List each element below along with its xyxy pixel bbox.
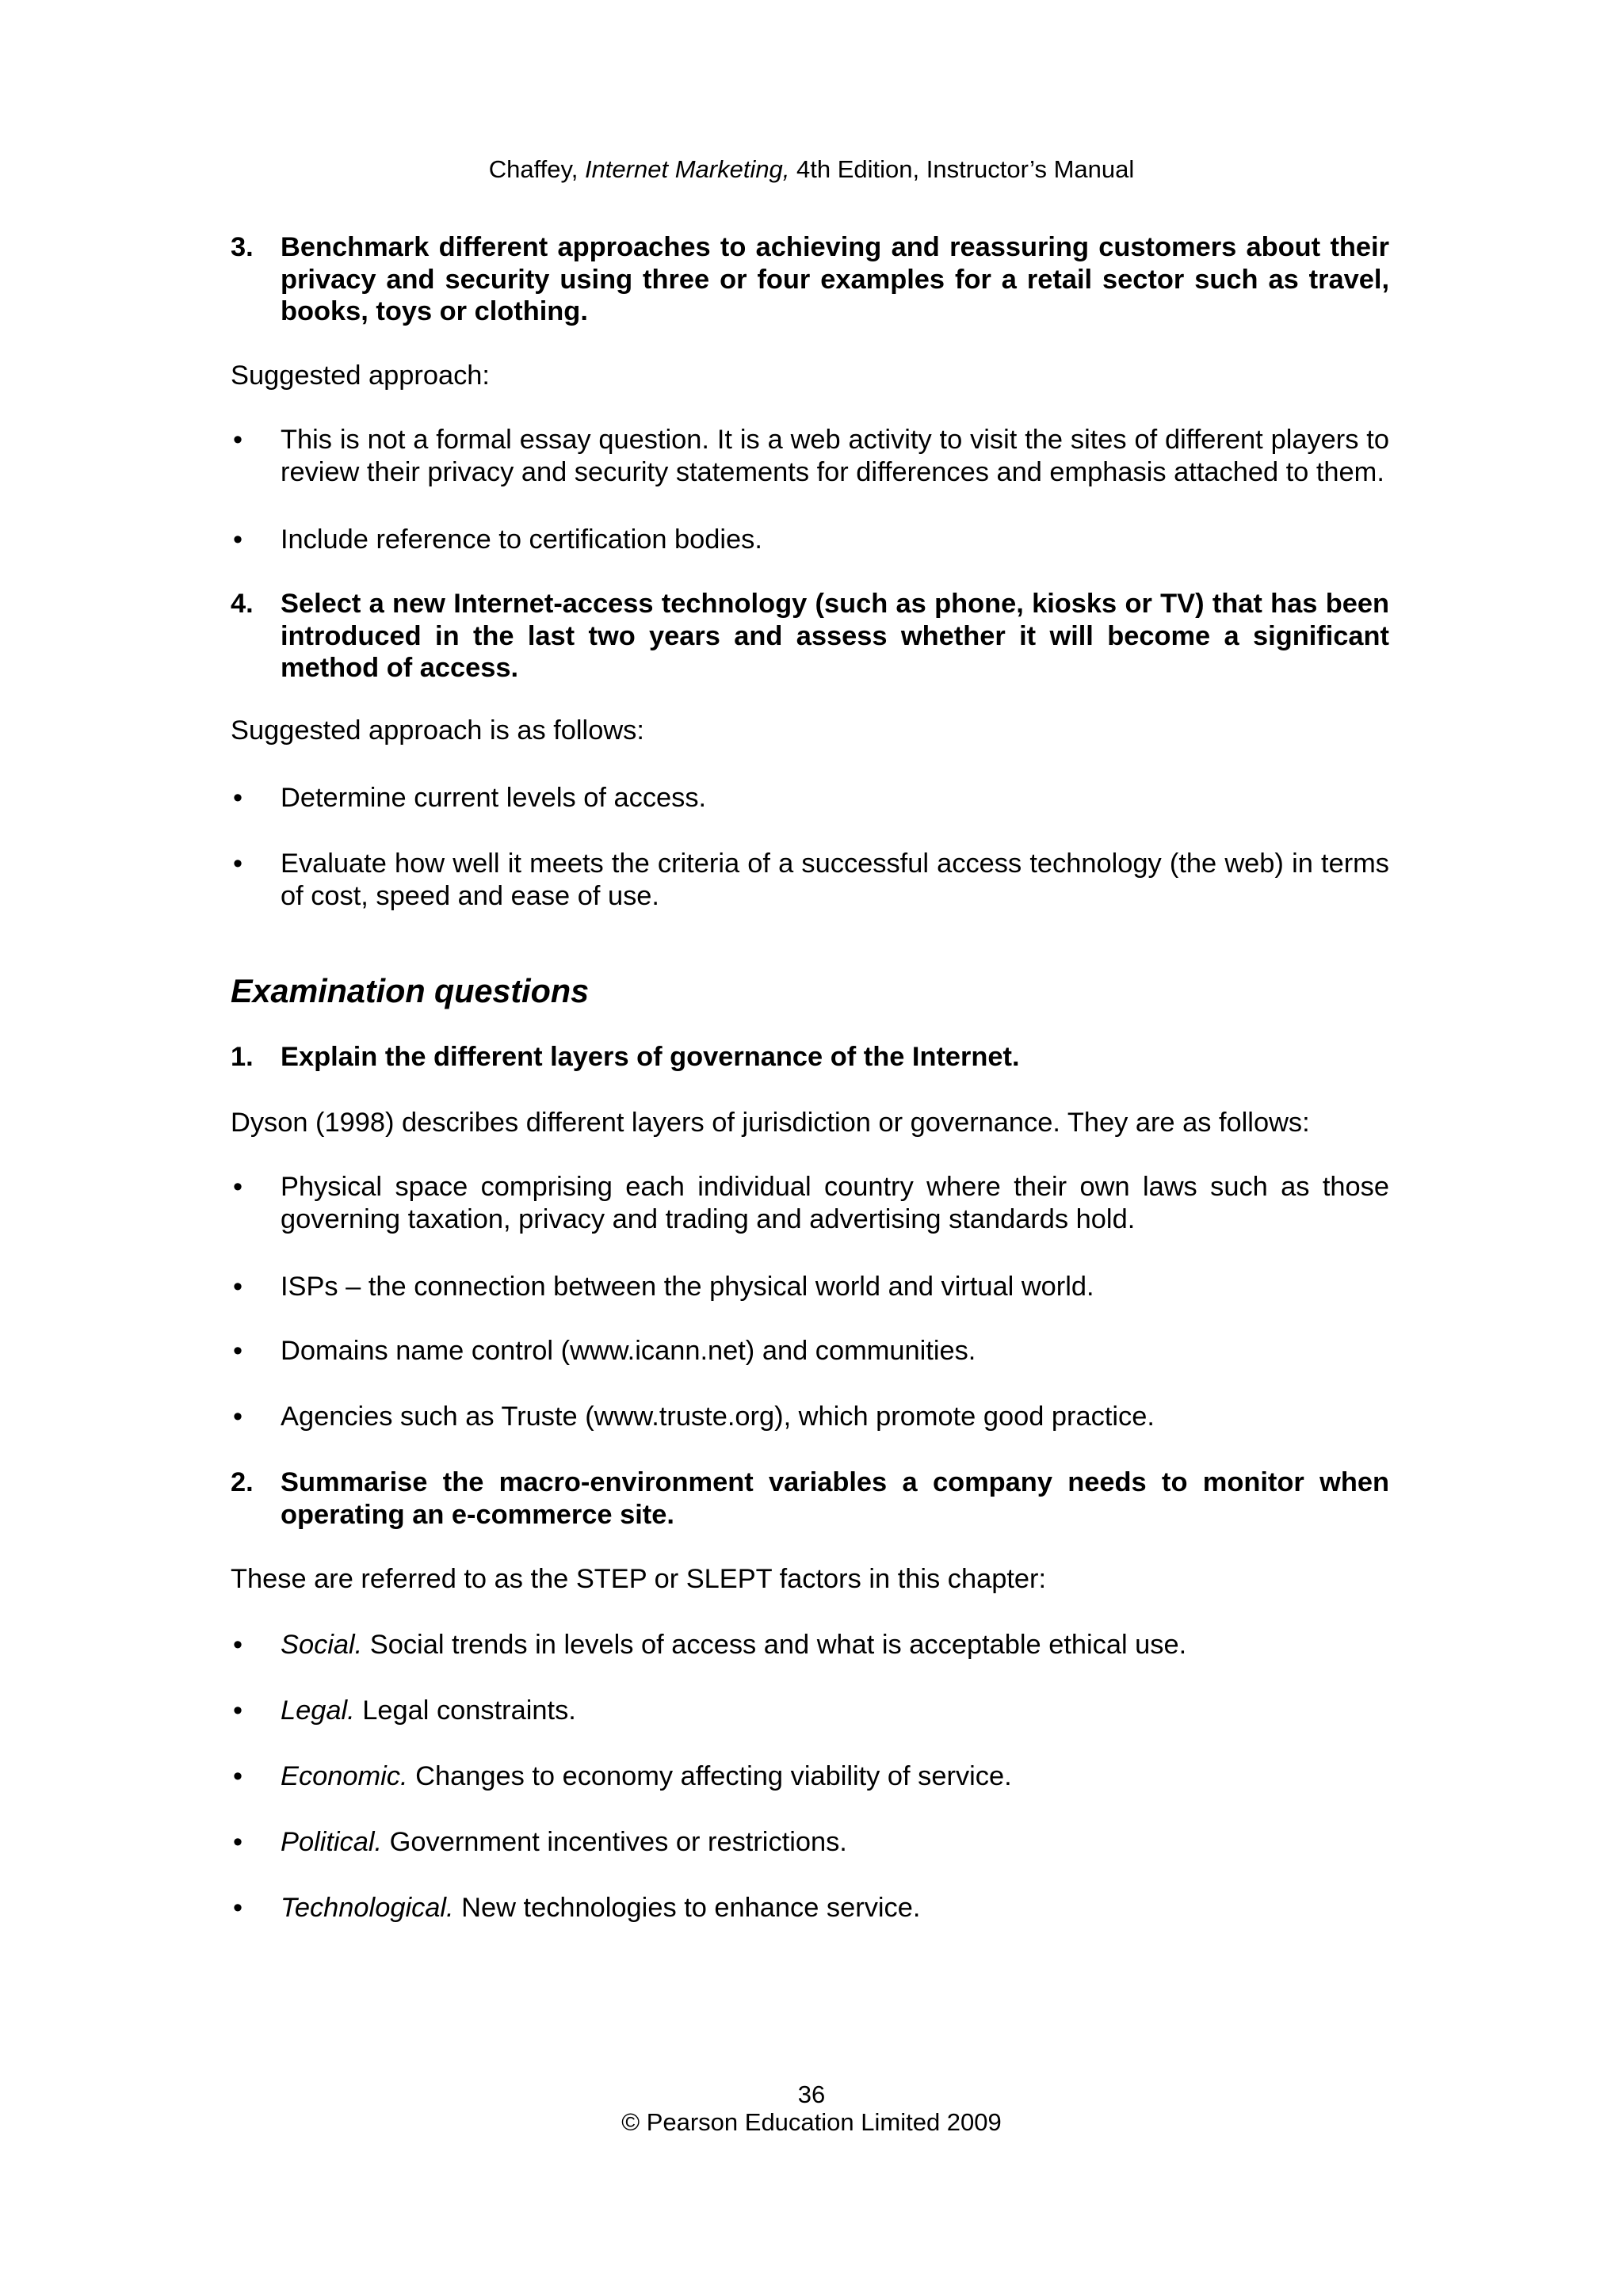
factor-line: [281, 1629, 1389, 1661]
factor-description: Changes to economy affecting viability of service.: [415, 1761, 1012, 1791]
bullet-text: Include reference to certification bodies.: [281, 524, 762, 555]
bullet-item: [231, 524, 1389, 556]
bullet-marker: [233, 424, 242, 456]
question-number: 2.: [231, 1467, 254, 1497]
bullet-marker: [233, 1695, 242, 1727]
bullet-marker: [233, 1335, 242, 1367]
question-4: [231, 588, 1389, 685]
factor-term: Legal.: [281, 1695, 355, 1726]
header-author: Chaffey,: [488, 155, 579, 183]
factor-term: Social.: [281, 1630, 363, 1660]
bullet-marker: [233, 1760, 242, 1793]
bullet-marker: [233, 1826, 242, 1859]
bullet-marker: [233, 848, 242, 880]
bullet-item: [231, 1335, 1389, 1367]
copyright-notice: © Pearson Education Limited 2009: [621, 2108, 1002, 2136]
factor-item-technological: [231, 1892, 1389, 1924]
exam-question-1: [231, 1041, 1389, 1074]
bullet-marker: [233, 1892, 242, 1924]
factor-line: [281, 1760, 1389, 1793]
page-number: 36: [797, 2081, 826, 2108]
factor-description: Government incentives or restrictions.: [389, 1827, 847, 1857]
bullet-marker: [233, 1171, 242, 1203]
bullet-item: [231, 424, 1389, 488]
header-book-title: Internet Marketing,: [584, 155, 790, 183]
bullet-marker: [233, 1271, 242, 1303]
factor-item-legal: [231, 1695, 1389, 1727]
factor-description: New technologies to enhance service.: [461, 1893, 921, 1923]
factor-term: Political.: [281, 1827, 383, 1857]
factor-line: [281, 1695, 1389, 1727]
factor-item-social: [231, 1629, 1389, 1661]
question-number: 4.: [231, 589, 254, 619]
bullet-item: [231, 848, 1389, 912]
bullet-text: Evaluate how well it meets the criteria of a successful access technology (the web) in terms of cost, speed and ease of use.: [281, 849, 1389, 911]
bullet-item: [231, 1171, 1389, 1235]
bullet-marker: [233, 1629, 242, 1661]
suggested-approach-label: Suggested approach:: [231, 360, 490, 391]
answer-intro: These are referred to as the STEP or SLEPT factors in this chapter:: [231, 1564, 1047, 1594]
factor-item-political: [231, 1826, 1389, 1859]
bullet-text: Physical space comprising each individual country where their own laws such as those governing taxation, privacy and trading and advertising standards hold.: [281, 1172, 1389, 1234]
factor-term: Technological.: [281, 1893, 454, 1923]
question-text: Summarise the macro-environment variables a company needs to monitor when operating an e-commerce site.: [281, 1467, 1389, 1530]
answer-intro: Dyson (1998) describes different layers of jurisdiction or governance. They are as follows:: [231, 1108, 1310, 1138]
bullet-text: Determine current levels of access.: [281, 783, 707, 813]
section-heading: Examination questions: [231, 973, 590, 1009]
running-header: [0, 155, 1623, 184]
question-3: [231, 231, 1389, 328]
bullet-text: Agencies such as Truste (www.truste.org), which promote good practice.: [281, 1402, 1155, 1432]
factor-description: Social trends in levels of access and what is acceptable ethical use.: [369, 1630, 1187, 1660]
factor-term: Economic.: [281, 1761, 408, 1791]
question-number: 3.: [231, 232, 254, 262]
bullet-marker: [233, 524, 242, 556]
suggested-approach-label: Suggested approach is as follows:: [231, 715, 644, 746]
factor-description: Legal constraints.: [362, 1695, 576, 1726]
bullet-item: [231, 782, 1389, 814]
bullet-marker: [233, 782, 242, 814]
bullet-text: Domains name control (www.icann.net) and communities.: [281, 1336, 976, 1366]
bullet-item: [231, 1271, 1389, 1303]
factor-line: [281, 1892, 1389, 1924]
bullet-item: [231, 1401, 1389, 1433]
factor-item-economic: [231, 1760, 1389, 1793]
question-text: Select a new Internet-access technology (such as phone, kiosks or TV) that has been introduced in the last two years and assess whether it will become a significant method of access.: [281, 589, 1389, 684]
bullet-text: This is not a formal essay question. It is a web activity to visit the sites of different players to review their privacy and security statements for differences and emphasis attached to them.: [281, 425, 1389, 487]
question-text: Benchmark different approaches to achieving and reassuring customers about their privacy and security using three or four examples for a retail sector such as travel, books, toys or clothing.: [281, 232, 1389, 327]
question-number: 1.: [231, 1042, 254, 1072]
factor-line: [281, 1826, 1389, 1859]
bullet-marker: [233, 1401, 242, 1433]
exam-question-2: [231, 1466, 1389, 1531]
question-text: Explain the different layers of governance of the Internet.: [281, 1042, 1020, 1072]
header-edition: 4th Edition, Instructor’s Manual: [796, 155, 1135, 183]
bullet-text: ISPs – the connection between the physical world and virtual world.: [281, 1272, 1094, 1302]
